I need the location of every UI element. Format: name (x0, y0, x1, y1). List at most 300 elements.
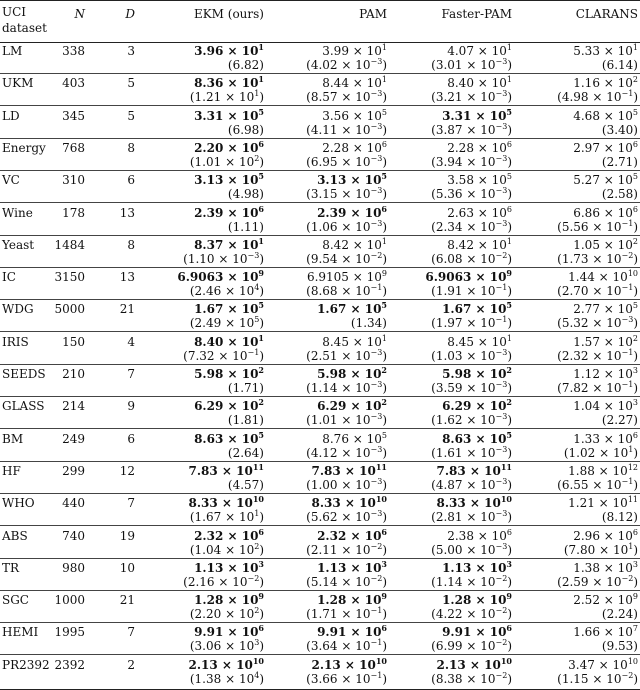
d-value: 9 (127, 399, 135, 414)
ekm-cost-mantissa: 6.29 (194, 399, 224, 414)
dataset-name: HEMI (2, 625, 39, 640)
clarans-std-times: × 10 (588, 671, 622, 686)
pam-cost-mantissa: 3.99 (322, 44, 349, 58)
ekm-cost-exponent: 1 (258, 42, 264, 52)
pam-std-exponent: −3 (370, 121, 383, 131)
clarans-std-mantissa: 2.32 (561, 348, 589, 363)
ekm-cost-times: × 10 (223, 528, 259, 543)
d-value: 21 (119, 593, 135, 608)
pam-std-close: ) (382, 574, 387, 589)
clarans-std-times: × 10 (588, 90, 622, 105)
faster-pam-std-times: × 10 (462, 574, 496, 589)
ekm-cost-times: × 10 (223, 367, 259, 381)
table-row (0, 494, 640, 526)
faster-pam-std (431, 123, 512, 138)
n-value: 1000 (54, 593, 85, 608)
faster-pam-std-mantissa: 1.03 (435, 348, 463, 363)
pam-cost (317, 302, 387, 317)
clarans-cost-exponent: 3 (632, 398, 638, 408)
pam-std-close: ) (382, 58, 387, 72)
pam-std-times: × 10 (337, 219, 371, 234)
faster-pam-std-open: ( (431, 251, 436, 266)
faster-pam-std-exponent: −2 (495, 250, 508, 260)
ekm-cost-mantissa: 1.28 (194, 593, 224, 608)
pam-std-close: ) (382, 639, 387, 654)
faster-pam-cost-mantissa: 1.28 (442, 593, 472, 608)
pam-std-exponent: −2 (370, 541, 383, 551)
ekm-std-close: ) (259, 574, 264, 589)
clarans-cost (573, 625, 638, 640)
clarans-std (557, 575, 638, 590)
pam-std-open: ( (306, 574, 311, 589)
pam-std-open: ( (306, 58, 311, 72)
faster-pam-cost-exponent: 2 (506, 365, 512, 375)
clarans-std-value: (2.71) (601, 154, 638, 169)
ekm-cost-times: × 10 (223, 431, 259, 446)
clarans-cost-times: × 10 (594, 496, 628, 511)
faster-pam-std-exponent: −3 (495, 476, 508, 486)
pam-std-close: ) (382, 607, 387, 622)
pam-std-times: × 10 (337, 58, 371, 72)
ekm-std-value: (1.11) (227, 219, 264, 234)
ekm-cost-mantissa: 1.13 (194, 560, 224, 575)
table-row (0, 430, 640, 462)
faster-pam-cost-times: × 10 (473, 237, 507, 252)
clarans-std (557, 252, 638, 267)
clarans-std (557, 284, 638, 299)
clarans-cost-exponent: 6 (632, 430, 638, 440)
faster-pam-std-close: ) (507, 316, 512, 331)
pam-std-open: ( (306, 639, 311, 654)
pam-std (306, 252, 387, 267)
clarans-std-close: ) (633, 445, 638, 460)
clarans-cost-times: × 10 (594, 463, 628, 478)
faster-pam-std-mantissa: 1.91 (435, 284, 463, 299)
ekm-std-times: × 10 (214, 251, 248, 266)
faster-pam-std-open: ( (431, 542, 436, 557)
clarans-std-exponent: −1 (621, 218, 634, 228)
faster-pam-cost-mantissa: 4.07 (447, 44, 474, 58)
pam-std-mantissa: 3.66 (310, 671, 338, 686)
faster-pam-std (431, 478, 512, 493)
faster-pam-std-open: ( (431, 284, 436, 299)
clarans-std-mantissa: 1.02 (568, 445, 596, 460)
table-row (0, 333, 640, 365)
ekm-cost-mantissa: 3.96 (194, 44, 224, 58)
faster-pam-std-mantissa: 1.61 (435, 445, 463, 460)
ekm-std-exponent: 1 (254, 89, 260, 99)
ekm-std (190, 284, 264, 299)
clarans-std-mantissa: 7.82 (561, 381, 589, 395)
pam-std-mantissa: 3.64 (310, 639, 338, 654)
faster-pam-std-close: ) (507, 187, 512, 202)
clarans-std (602, 187, 638, 202)
faster-pam-std-times: × 10 (462, 542, 496, 557)
faster-pam-cost-exponent: 2 (506, 397, 512, 408)
ekm-cost-mantissa: 2.32 (194, 528, 224, 543)
pam-cost-times: × 10 (348, 431, 382, 446)
ekm-cost-mantissa: 3.31 (194, 108, 224, 123)
dataset-name: LM (2, 44, 23, 58)
n-value: 338 (62, 44, 85, 58)
ekm-std-value: (6.82) (227, 58, 264, 72)
clarans-cost-times: × 10 (599, 237, 633, 252)
faster-pam-cost-mantissa: 2.63 (447, 205, 474, 220)
faster-pam-std-open: ( (431, 574, 436, 589)
clarans-std-open: ( (557, 381, 562, 395)
faster-pam-cost-exponent: 3 (506, 558, 512, 569)
clarans-std-close: ) (633, 477, 638, 492)
clarans-std-exponent: −2 (621, 250, 634, 260)
ekm-cost-exponent: 6 (258, 526, 264, 537)
faster-pam-std-close: ) (507, 284, 512, 299)
clarans-std-close: ) (633, 316, 638, 331)
faster-pam-cost-mantissa: 7.83 (436, 463, 466, 478)
pam-std-mantissa: 1.14 (310, 381, 338, 395)
pam-std-mantissa: 6.95 (310, 154, 338, 169)
header-dataset-line2: dataset (2, 21, 47, 35)
faster-pam-cost-exponent: 1 (506, 75, 512, 85)
dataset-name: GLASS (2, 399, 45, 414)
clarans-cost-exponent: 5 (632, 301, 638, 311)
ekm-cost-exponent: 5 (258, 171, 264, 182)
pam-std (306, 220, 387, 235)
pam-cost-times: × 10 (348, 76, 382, 91)
pam-std-close: ) (382, 219, 387, 234)
pam-cost-exponent: 2 (381, 365, 387, 375)
faster-pam-std-exponent: −3 (495, 541, 508, 551)
faster-pam-cost-times: × 10 (471, 367, 507, 381)
ekm-cost (177, 270, 264, 285)
pam-std-open: ( (306, 671, 311, 686)
ekm-std-mantissa: 1.10 (187, 251, 215, 266)
ekm-std-exponent: 4 (254, 670, 260, 680)
ekm-std-mantissa: 1.21 (194, 90, 222, 105)
ekm-cost-times: × 10 (223, 205, 259, 220)
clarans-std-open: ( (557, 316, 562, 331)
ekm-std (190, 510, 264, 525)
faster-pam-std-mantissa: 4.22 (435, 607, 463, 622)
table-row (0, 42, 640, 74)
pam-std-mantissa: 2.51 (310, 348, 338, 363)
faster-pam-std (431, 639, 512, 654)
ekm-cost-mantissa: 3.13 (194, 173, 224, 188)
n-value: 345 (62, 108, 85, 123)
d-value: 13 (119, 205, 135, 220)
faster-pam-cost-times: × 10 (471, 270, 507, 285)
ekm-cost-exponent: 5 (258, 300, 264, 311)
pam-std-exponent: −3 (370, 412, 383, 422)
clarans-std (557, 478, 638, 493)
ekm-std-open: ( (189, 671, 195, 686)
faster-pam-cost-times: × 10 (473, 334, 507, 349)
clarans-std-close: ) (633, 348, 638, 363)
clarans-std-exponent: 1 (628, 444, 634, 454)
clarans-cost-times: × 10 (599, 625, 633, 640)
ekm-cost-times: × 10 (223, 334, 259, 349)
clarans-std-mantissa: 1.73 (561, 251, 589, 266)
clarans-cost-mantissa: 1.12 (573, 367, 600, 381)
clarans-std (602, 413, 638, 428)
n-value: 3150 (54, 270, 85, 285)
ekm-std-mantissa: 3.06 (194, 639, 222, 654)
ekm-std-close: ) (259, 671, 264, 686)
pam-std-times: × 10 (337, 607, 371, 622)
pam-cost-times: × 10 (346, 205, 382, 220)
pam-std-exponent: −3 (370, 380, 383, 389)
pam-std (351, 316, 387, 331)
faster-pam-cost-mantissa: 3.58 (447, 173, 474, 188)
d-value: 19 (119, 528, 135, 543)
pam-std-times: × 10 (337, 187, 371, 202)
pam-cost-mantissa: 9.91 (317, 625, 347, 640)
pam-cost-exponent: 2 (381, 397, 387, 408)
faster-pam-cost-mantissa: 5.98 (442, 367, 472, 381)
dataset-name: VC (2, 173, 20, 188)
pam-cost-mantissa: 3.13 (317, 173, 347, 188)
faster-pam-std-close: ) (507, 639, 512, 654)
ekm-std-times: × 10 (221, 284, 255, 299)
clarans-std-times: × 10 (588, 574, 622, 589)
pam-std-close: ) (382, 671, 387, 686)
faster-pam-std-open: ( (431, 477, 436, 492)
faster-pam-std-times: × 10 (462, 348, 496, 363)
faster-pam-std-exponent: −3 (495, 509, 508, 519)
dataset-name: PR2392 (2, 657, 50, 672)
faster-pam-std-mantissa: 3.21 (435, 90, 463, 105)
n-value: 5000 (54, 302, 85, 317)
n-value: 310 (62, 173, 85, 188)
clarans-std (557, 90, 638, 105)
pam-cost-mantissa: 2.39 (317, 205, 347, 220)
table-row (0, 365, 640, 397)
clarans-std-mantissa: 6.55 (561, 477, 589, 492)
dataset-name: WDG (2, 302, 34, 317)
clarans-std-times: × 10 (588, 284, 622, 299)
clarans-std-value: (3.40) (601, 122, 638, 137)
faster-pam-cost-times: × 10 (471, 399, 507, 414)
faster-pam-std-exponent: −2 (495, 638, 508, 648)
clarans-cost (573, 141, 638, 156)
header-dataset (2, 4, 47, 36)
clarans-cost-times: × 10 (599, 560, 633, 575)
ekm-std-close: ) (259, 348, 264, 363)
faster-pam-std-mantissa: 8.38 (435, 671, 463, 686)
clarans-std-times: × 10 (588, 251, 622, 266)
faster-pam-std-times: × 10 (462, 510, 496, 525)
faster-pam-std (431, 510, 512, 525)
pam-std-exponent: −2 (370, 250, 383, 260)
ekm-cost-exponent: 6 (258, 623, 264, 634)
pam-cost-times: × 10 (348, 270, 382, 285)
clarans-std-times: × 10 (595, 445, 629, 460)
pam-cost-exponent: 11 (375, 461, 387, 472)
pam-cost-mantissa: 7.83 (311, 463, 341, 478)
pam-std-mantissa: 9.54 (310, 251, 338, 266)
clarans-std (557, 381, 638, 396)
clarans-cost-times: × 10 (599, 205, 633, 220)
faster-pam-std-open: ( (431, 154, 436, 169)
faster-pam-std-open: ( (431, 445, 436, 460)
pam-std-open: ( (306, 122, 311, 137)
pam-std-open: ( (306, 510, 311, 525)
ekm-std (190, 90, 264, 105)
ekm-cost-mantissa: 8.37 (194, 237, 224, 252)
ekm-cost-mantissa: 6.9063 (177, 270, 224, 285)
clarans-std-close: ) (633, 90, 638, 105)
pam-std-times: × 10 (337, 639, 371, 654)
ekm-cost (194, 203, 264, 221)
n-value: 1995 (54, 625, 85, 640)
pam-cost-mantissa: 8.76 (322, 431, 349, 446)
clarans-cost-times: × 10 (599, 431, 633, 446)
pam-std-exponent: −1 (370, 670, 383, 680)
faster-pam-std-close: ) (507, 219, 512, 234)
pam-std-times: × 10 (337, 574, 371, 589)
pam-std-exponent: −3 (370, 57, 383, 66)
clarans-cost (573, 593, 638, 608)
d-value: 2 (127, 657, 135, 672)
top-rule (0, 0, 640, 1)
pam-cost-mantissa: 8.45 (322, 334, 349, 349)
pam-cost-mantissa: 1.28 (317, 593, 347, 608)
faster-pam-cost-mantissa: 8.33 (436, 496, 466, 511)
ekm-std-close: ) (259, 284, 264, 299)
faster-pam-cost-times: × 10 (471, 108, 507, 123)
clarans-cost-exponent: 2 (632, 333, 638, 343)
ekm-cost-mantissa: 5.98 (194, 367, 224, 381)
ekm-std-mantissa: 1.01 (194, 154, 222, 169)
pam-std-close: ) (382, 381, 387, 395)
clarans-std (602, 123, 638, 138)
clarans-cost-exponent: 6 (632, 527, 638, 537)
clarans-cost-mantissa: 6.86 (573, 205, 600, 220)
faster-pam-std-mantissa: 1.62 (435, 413, 463, 428)
pam-cost-times: × 10 (340, 496, 376, 511)
faster-pam-std-open: ( (431, 607, 436, 622)
pam-std-close: ) (382, 154, 387, 169)
faster-pam-std-close: ) (507, 251, 512, 266)
faster-pam-cost-exponent: 5 (506, 429, 512, 440)
pam-std-times: × 10 (337, 348, 371, 363)
clarans-std-open: ( (557, 671, 562, 686)
pam-std (306, 575, 387, 590)
ekm-cost-mantissa: 1.67 (194, 302, 224, 317)
clarans-std-mantissa: 5.56 (561, 219, 589, 234)
faster-pam-std-exponent: −2 (495, 606, 508, 616)
clarans-cost-mantissa: 1.21 (568, 496, 595, 511)
clarans-cost (568, 496, 638, 511)
faster-pam-std (431, 446, 512, 461)
table-row (0, 107, 640, 139)
ekm-std-times: × 10 (221, 316, 255, 331)
d-value: 5 (127, 108, 135, 123)
clarans-cost-exponent: 2 (632, 236, 638, 246)
faster-pam-cost-exponent: 1 (506, 333, 512, 343)
pam-std-close: ) (382, 477, 387, 492)
ekm-cost-exponent: 3 (258, 558, 264, 569)
clarans-std-exponent: −1 (621, 476, 634, 486)
pam-cost-exponent: 5 (381, 171, 387, 182)
pam-cost-times: × 10 (346, 399, 382, 414)
ekm-std-times: × 10 (221, 90, 255, 105)
pam-std-mantissa: 1.71 (310, 607, 338, 622)
pam-std-open: ( (306, 251, 311, 266)
faster-pam-std-times: × 10 (462, 122, 496, 137)
clarans-std-value: (2.24) (601, 607, 638, 622)
clarans-cost (573, 399, 638, 414)
clarans-std (557, 672, 638, 687)
dataset-name: WHO (2, 496, 35, 511)
clarans-std-mantissa: 1.15 (561, 671, 589, 686)
ekm-std (228, 187, 264, 202)
clarans-cost (573, 109, 638, 124)
ekm-cost-times: × 10 (217, 657, 253, 672)
table-row (0, 268, 640, 300)
table-row (0, 74, 640, 106)
faster-pam-cost-mantissa: 8.40 (447, 76, 474, 91)
pam-cost-times: × 10 (348, 334, 382, 349)
faster-pam-cost-exponent: 5 (506, 106, 512, 117)
n-value: 210 (62, 367, 85, 381)
pam-std-times: × 10 (337, 154, 371, 169)
ekm-cost-mantissa: 9.91 (194, 625, 224, 640)
d-value: 6 (127, 173, 135, 188)
d-value: 8 (127, 140, 135, 155)
faster-pam-std-mantissa: 1.97 (435, 316, 463, 331)
clarans-cost-exponent: 5 (632, 172, 638, 182)
clarans-cost-exponent: 6 (632, 204, 638, 214)
clarans-std-close: ) (633, 381, 638, 395)
n-value: 249 (62, 431, 85, 446)
table-row (0, 656, 640, 688)
ekm-std-mantissa: 2.20 (194, 607, 222, 622)
pam-std-close: ) (382, 251, 387, 266)
clarans-cost-mantissa: 5.33 (573, 44, 600, 58)
faster-pam-std-exponent: −1 (495, 283, 508, 293)
pam-std-close: ) (382, 413, 387, 428)
clarans-cost-mantissa: 2.97 (573, 140, 600, 155)
ekm-std-open: ( (189, 284, 195, 299)
faster-pam-std-close: ) (507, 90, 512, 105)
faster-pam-std-open: ( (431, 219, 436, 234)
faster-pam-std (431, 381, 512, 396)
pam-std-times: × 10 (337, 477, 371, 492)
clarans-std (602, 510, 638, 525)
faster-pam-cost-times: × 10 (473, 205, 507, 220)
clarans-std-exponent: −1 (621, 89, 634, 99)
ekm-std-mantissa: 1.04 (194, 542, 222, 557)
clarans-cost (573, 44, 638, 59)
pam-std-times: × 10 (337, 251, 371, 266)
clarans-cost-exponent: 10 (627, 269, 638, 279)
faster-pam-cost-exponent: 6 (506, 623, 512, 634)
faster-pam-cost-mantissa: 6.29 (442, 399, 472, 414)
ekm-cost (194, 173, 264, 188)
clarans-std-exponent: −2 (621, 573, 634, 583)
pam-std (306, 446, 387, 461)
pam-cost-exponent: 9 (381, 591, 387, 602)
pam-cost-exponent: 6 (381, 139, 387, 149)
ekm-cost-exponent: 1 (258, 332, 264, 343)
faster-pam-cost-times: × 10 (471, 302, 507, 317)
ekm-cost (189, 496, 264, 511)
pam-std-exponent: −1 (370, 283, 383, 293)
clarans-cost-exponent: 9 (632, 592, 638, 602)
clarans-cost-exponent: 6 (632, 139, 638, 149)
table-row (0, 623, 640, 655)
pam-std-open: ( (306, 348, 311, 363)
